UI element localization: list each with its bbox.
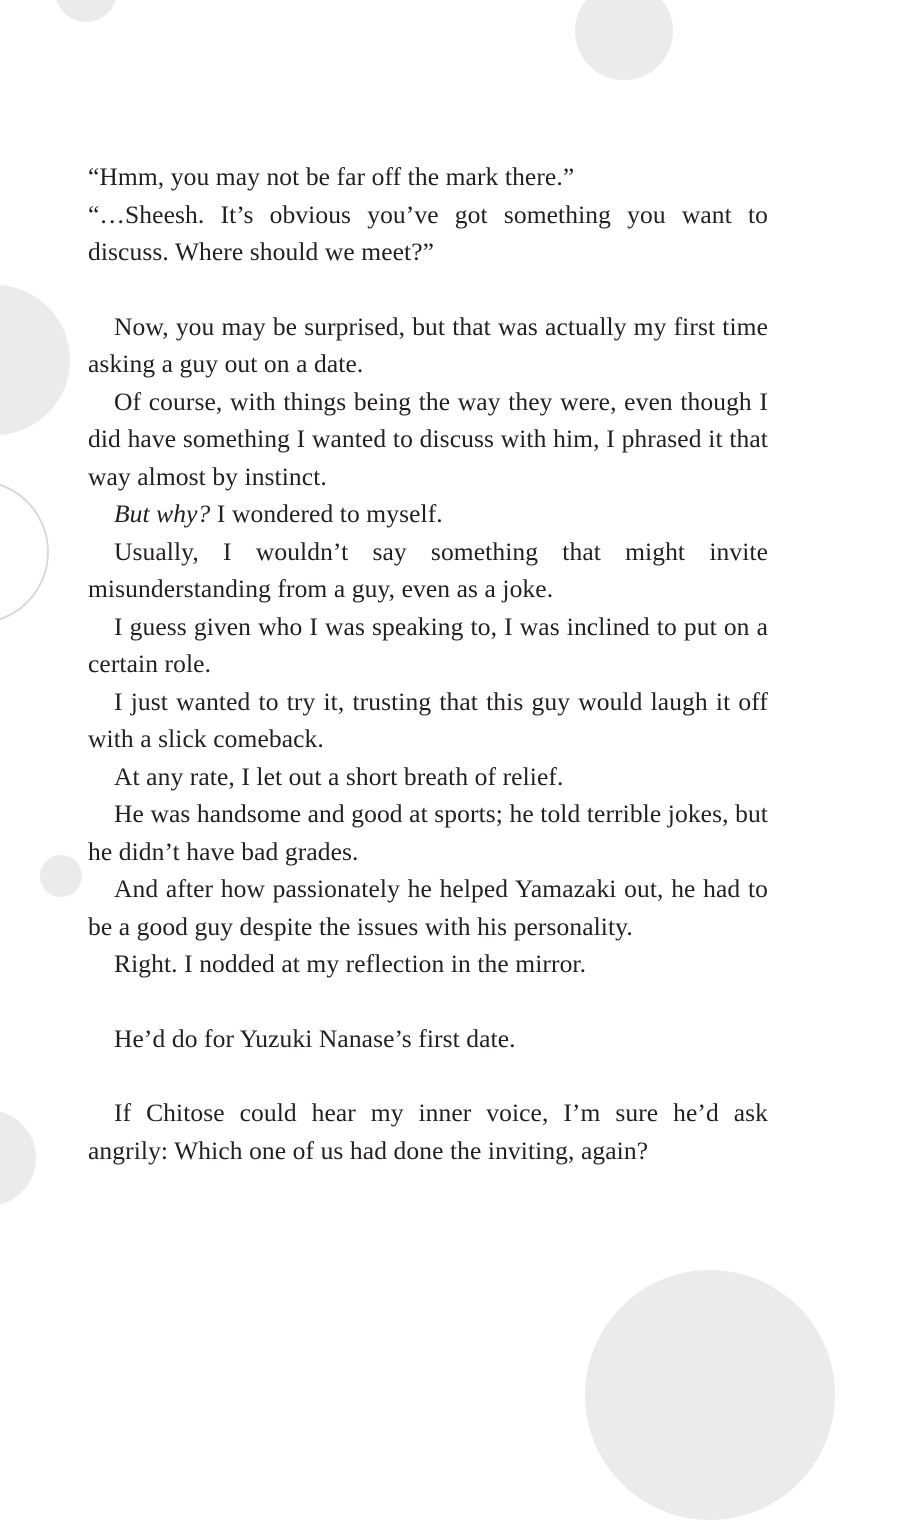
paragraph: I just wanted to try it, trusting that this guy would laugh it off with a slick comeback. <box>88 686 768 753</box>
paragraph: At any rate, I let out a short breath of relief. <box>114 761 564 791</box>
paragraph: He was handsome and good at sports; he told terrible jokes, but he didn’t have bad grades. <box>88 799 768 866</box>
decorative-circle <box>40 855 82 897</box>
paragraph: And after how passionately he helped Yamazaki out, he had to be a good guy despite the issues with his personality. <box>88 874 768 941</box>
decorative-circle <box>55 0 117 22</box>
paragraph: Usually, I wouldn’t say something that might invite misunderstanding from a guy, even as a joke. <box>88 536 768 603</box>
decorative-circle <box>0 285 70 435</box>
paragraph: Right. I nodded at my reflection in the mirror. <box>114 949 587 978</box>
paragraph-break <box>88 1057 768 1094</box>
page-text-column <box>88 158 768 1169</box>
decorative-circle <box>0 1110 36 1206</box>
paragraph: I guess given who I was speaking to, I was inclined to put on a certain role. <box>88 611 768 678</box>
decorative-ring <box>0 480 49 624</box>
paragraph-break <box>88 271 768 308</box>
paragraph-break <box>88 983 768 1020</box>
paragraph: Of course, with things being the way they were, even though I did have something I wanted to discuss with him, I phrased it that way almost by instinct. <box>88 386 768 491</box>
decorative-circle <box>585 1270 835 1520</box>
paragraph: “Hmm, you may not be far off the mark there.” <box>88 162 575 191</box>
paragraph: Now, you may be surprised, but that was actually my first time asking a guy out on a date. <box>88 311 768 378</box>
paragraph: He’d do for Yuzuki Nanase’s first date. <box>114 1023 516 1053</box>
paragraph: If Chitose could hear my inner voice, I’m sure he’d ask angrily: Which one of us had done the inviting, again? <box>88 1098 768 1165</box>
decorative-circle <box>575 0 673 80</box>
paragraph-italic-lead <box>88 495 768 533</box>
italic-phrase: But why? <box>114 499 211 528</box>
paragraph: “…Sheesh. It’s obvious you’ve got something you want to discuss. Where should we meet?” <box>88 199 768 266</box>
paragraph-remainder: I wondered to myself. <box>210 499 443 528</box>
